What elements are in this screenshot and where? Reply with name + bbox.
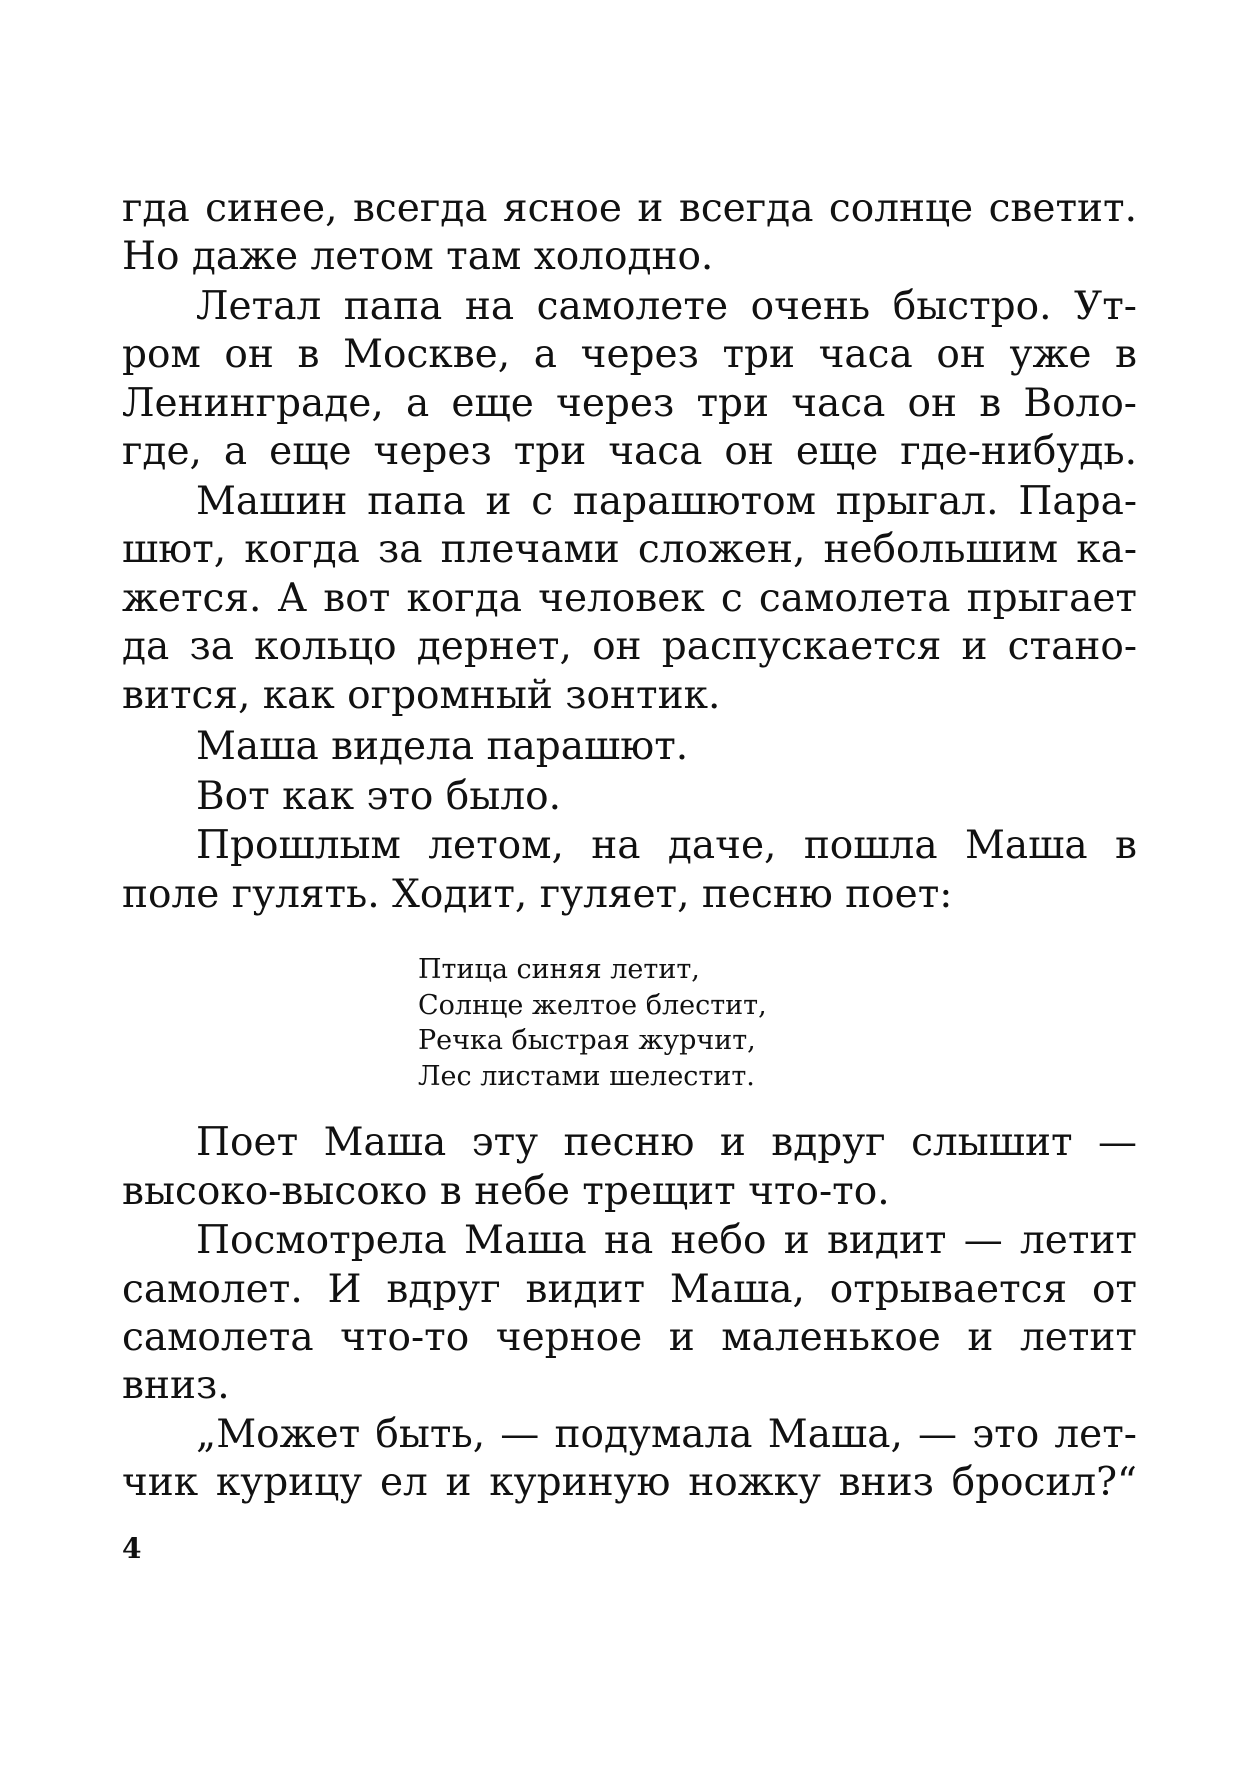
text-line: шют, когда за плечами сложен, небольшим ка- <box>122 527 1137 572</box>
text-line: Поет Маша эту песню и вдруг слышит — <box>196 1120 1137 1165</box>
text-line: Но даже летом там холодно. <box>122 234 714 279</box>
text-line: гда синее, всегда ясное и всегда солнце светит. <box>122 186 1137 231</box>
text-line: чик курицу ел и куриную ножку вниз бросил?“ <box>122 1460 1137 1505</box>
text-line: самолет. И вдруг видит Маша, отрывается от <box>122 1267 1137 1312</box>
text-line: Посмотрела Маша на небо и видит — летит <box>196 1218 1137 1263</box>
poem-line: Солнце желтое блестит, <box>418 990 767 1021</box>
text-line: Ленинграде, а еще через три часа он в Воло- <box>122 381 1137 426</box>
text-line: поле гулять. Ходит, гуляет, песню поет: <box>122 872 953 917</box>
text-line: да за кольцо дернет, он распускается и стано- <box>122 624 1137 669</box>
text-line: Вот как это было. <box>196 774 561 819</box>
text-line: высоко-высоко в небе трещит что-то. <box>122 1169 890 1214</box>
page-number: 4 <box>122 1532 142 1565</box>
text-line: жется. А вот когда человек с самолета прыгает <box>122 576 1137 621</box>
poem-line: Птица синяя летит, <box>418 954 700 985</box>
text-line: Маша видела парашют. <box>196 724 689 769</box>
text-line: вниз. <box>122 1363 230 1408</box>
text-line: Машин папа и с парашютом прыгал. Пара- <box>196 479 1137 524</box>
text-line: самолета что-то черное и маленькое и летит <box>122 1315 1137 1360</box>
text-line: Летал папа на самолете очень быстро. Ут- <box>196 284 1137 329</box>
text-line: ром он в Москве, а через три часа он уже в <box>122 332 1137 377</box>
text-line: вится, как огромный зонтик. <box>122 673 721 718</box>
poem-line: Лес листами шелестит. <box>418 1061 755 1092</box>
text-line: Прошлым летом, на даче, пошла Маша в <box>196 823 1137 868</box>
text-line: где, а еще через три часа он еще где-нибудь. <box>122 429 1137 474</box>
text-line: „Может быть, — подумала Маша, — это лет- <box>196 1412 1137 1457</box>
poem-line: Речка быстрая журчит, <box>418 1025 756 1056</box>
